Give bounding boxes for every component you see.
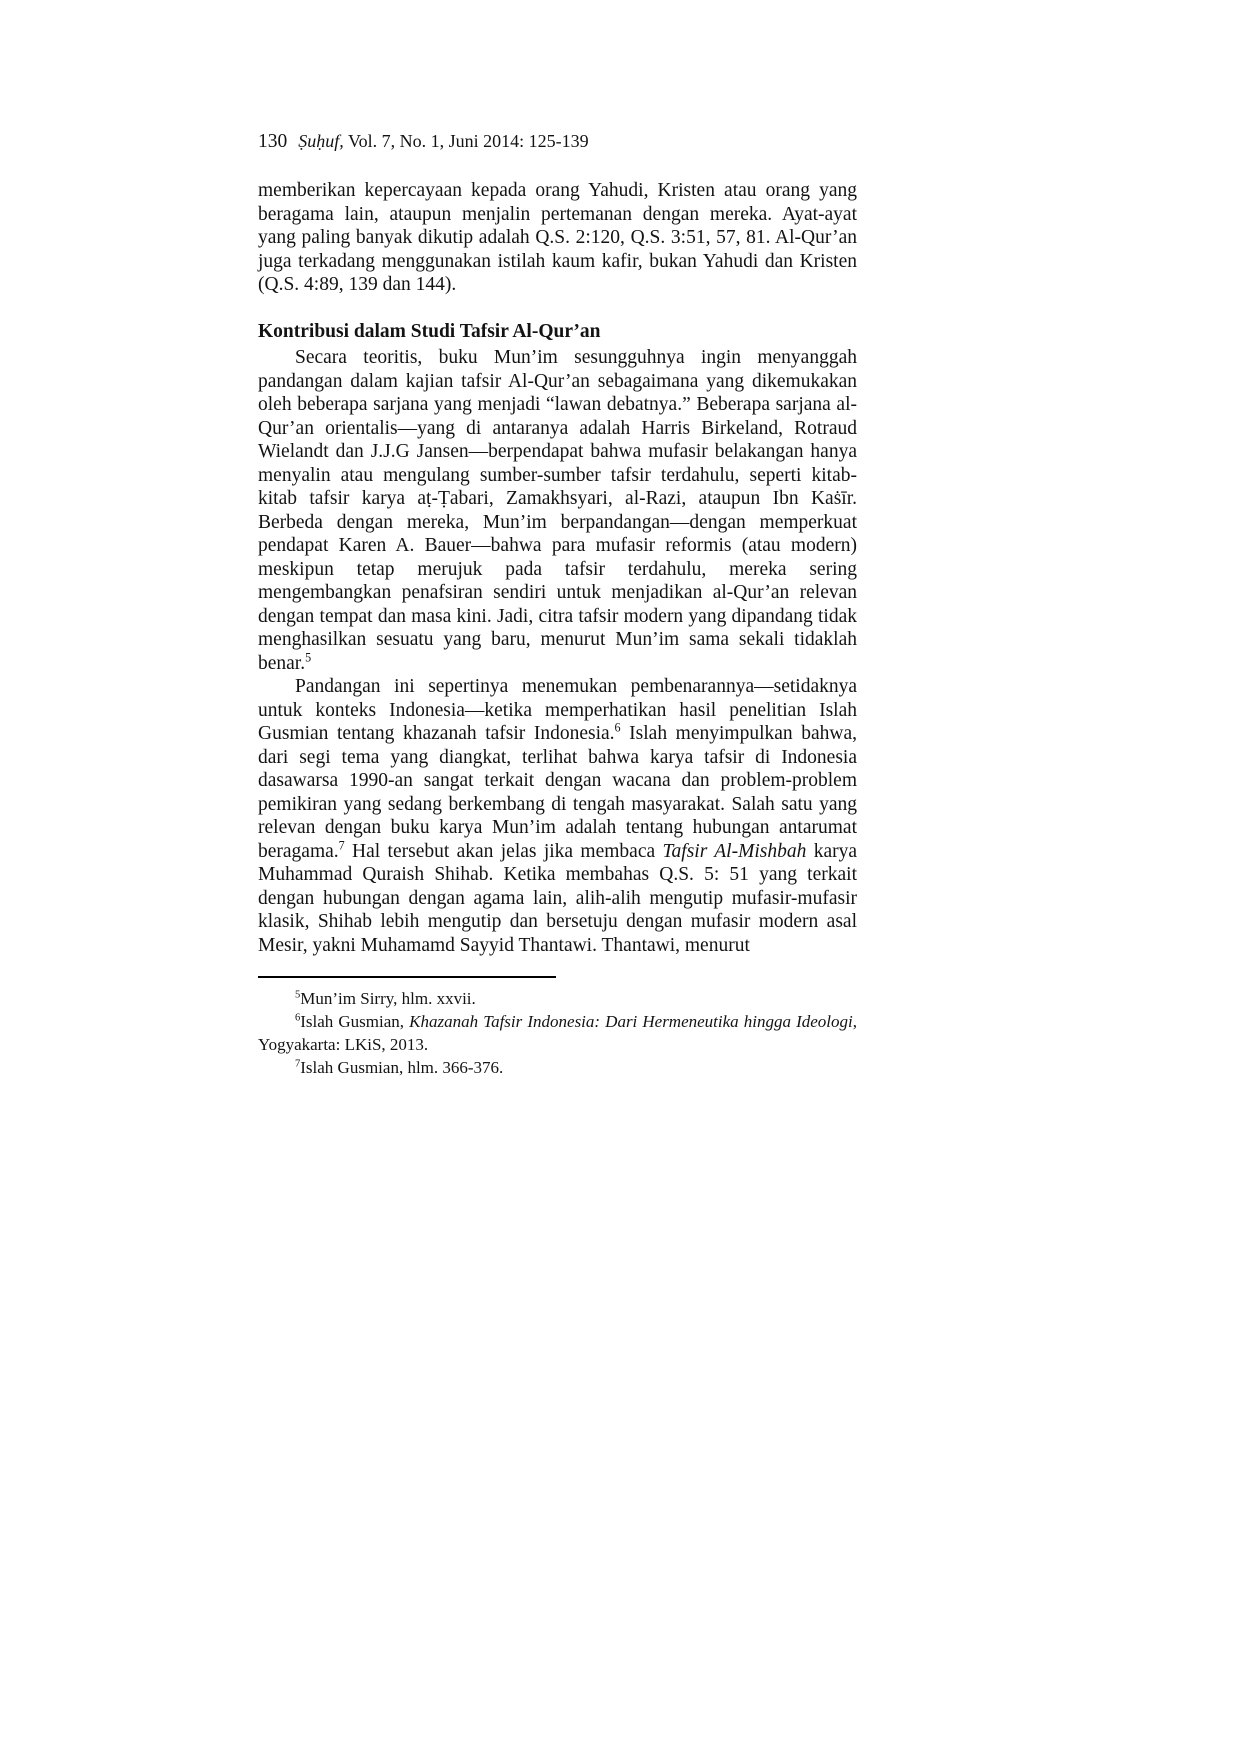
footnote-text: Islah Gusmian, bbox=[300, 1012, 410, 1031]
paragraph-text: memberikan kepercayaan kepada orang Yahudi, Kristen atau orang yang beragama lain, ataupun menjalin pertemanan dengan mereka. Ayat-ayat yang paling banyak dikutip adalah Q.S. 2:120, Q.S. 3:51, 57, 81. Al-Qur’an juga terkadang menggunakan istilah kaum kafir, bukan Yahudi dan Kristen (Q.S. 4:89, 139 dan 144). bbox=[258, 180, 857, 295]
paragraph-text: karya Muhammad Quraish Shihab. Ketika membahas Q.S. 5: 51 yang terkait dengan hubungan dengan agama lain, alih-alih mengutip mufasir-mufasir klasik, Shihab lebih mengutip dan bersetuju dengan mufasir modern asal Mesir, yakni Muhamamd Sayyid Thantawi. Thantawi, menurut bbox=[258, 840, 858, 956]
book-title-italic: Tafsir Al-Mishbah bbox=[662, 840, 807, 862]
running-header bbox=[258, 130, 857, 153]
footnote-marker-7: 7 bbox=[295, 1058, 301, 1070]
footnote-ref-7: 7 bbox=[338, 838, 345, 852]
footnote-text: Islah Gusmian, hlm. 366-376. bbox=[300, 1058, 504, 1077]
paragraph-3 bbox=[258, 675, 857, 957]
paragraph-text: Pandangan ini sepertinya menemukan pembenarannya—setidaknya untuk konteks Indonesia—ketika memperhatikan hasil penelitian Islah Gusmian tentang khazanah tafsir Indonesia. bbox=[258, 676, 857, 744]
paragraph-text: Secara teoritis, buku Mun’im sesungguhnya ingin menyanggah pandangan dalam kajian tafsir Al-Qur’an sebagaimana yang dikemukakan oleh beberapa sarjana yang menjadi “lawan debatnya.” Beberapa sarjana al-Qur’an orientalis—yang di antaranya adalah Harris Birkeland, Rotraud Wielandt dan J.J.G Jansen—berpendapat bahwa mufasir belakangan hanya menyalin atau mengulang sumber-sumber tafsir terdahulu, seperti kitab-kitab tafsir karya aṭ-Ṭabari, Zamakhsyari, al-Razi, ataupun Ibn Kaṡīr. Berbeda dengan mereka, Mun’im berpandangan—dengan memperkuat pendapat Karen A. Bauer—bahwa para mufasir reformis (atau modern) meskipun tetap merujuk pada tafsir terdahulu, mereka sering mengembangkan penafsiran sendiri untuk menjadikan al-Qur’an relevan dengan tempat dan masa kini. Jadi, citra tafsir modern yang dipandang tidak menghasilkan sesuatu yang baru, menurut Mun’im sama sekali tidaklah benar. bbox=[258, 347, 857, 674]
footnote-text: Mun’im Sirry, hlm. xxvii. bbox=[300, 989, 476, 1008]
journal-title: Ṣuḥuf, bbox=[298, 131, 344, 151]
footnote-marker-6: 6 bbox=[295, 1012, 301, 1024]
footnote-book-title-italic: Khazanah Tafsir Indonesia: Dari Hermeneutika hingga Ideologi bbox=[409, 1012, 853, 1031]
footnote-ref-5: 5 bbox=[305, 650, 312, 664]
footnote-5 bbox=[258, 987, 857, 1010]
paragraph-text: Islah menyimpulkan bahwa, dari segi tema yang diangkat, terlihat bahwa karya tafsir di Indonesia dasawarsa 1990-an sangat terkait dengan wacana dan problem-problem pemikiran yang sedang berkembang di tengah masyarakat. Salah satu yang relevan dengan buku karya Mun’im adalah tentang hubungan antarumat beragama. bbox=[258, 723, 857, 862]
page-number: 130 bbox=[258, 131, 288, 152]
paragraph-continuation bbox=[258, 179, 857, 297]
footnote-ref-6: 6 bbox=[614, 720, 621, 735]
footnote-7 bbox=[258, 1056, 857, 1079]
footnote-6 bbox=[258, 1010, 857, 1056]
section-heading: Kontribusi dalam Studi Tafsir Al-Qur’an bbox=[258, 320, 601, 342]
footnotes-section bbox=[258, 976, 857, 1079]
paragraph-text: Hal tersebut akan jelas jika membaca bbox=[344, 840, 663, 862]
footnote-separator-rule bbox=[258, 976, 556, 978]
issue-info: Vol. 7, No. 1, Juni 2014: 125-139 bbox=[347, 131, 589, 151]
footnote-text: , Yogyakarta: LKiS, 2013. bbox=[258, 1012, 857, 1054]
paragraph-2 bbox=[258, 346, 857, 675]
page-content bbox=[258, 130, 857, 1079]
footnote-marker-5: 5 bbox=[295, 989, 301, 1001]
